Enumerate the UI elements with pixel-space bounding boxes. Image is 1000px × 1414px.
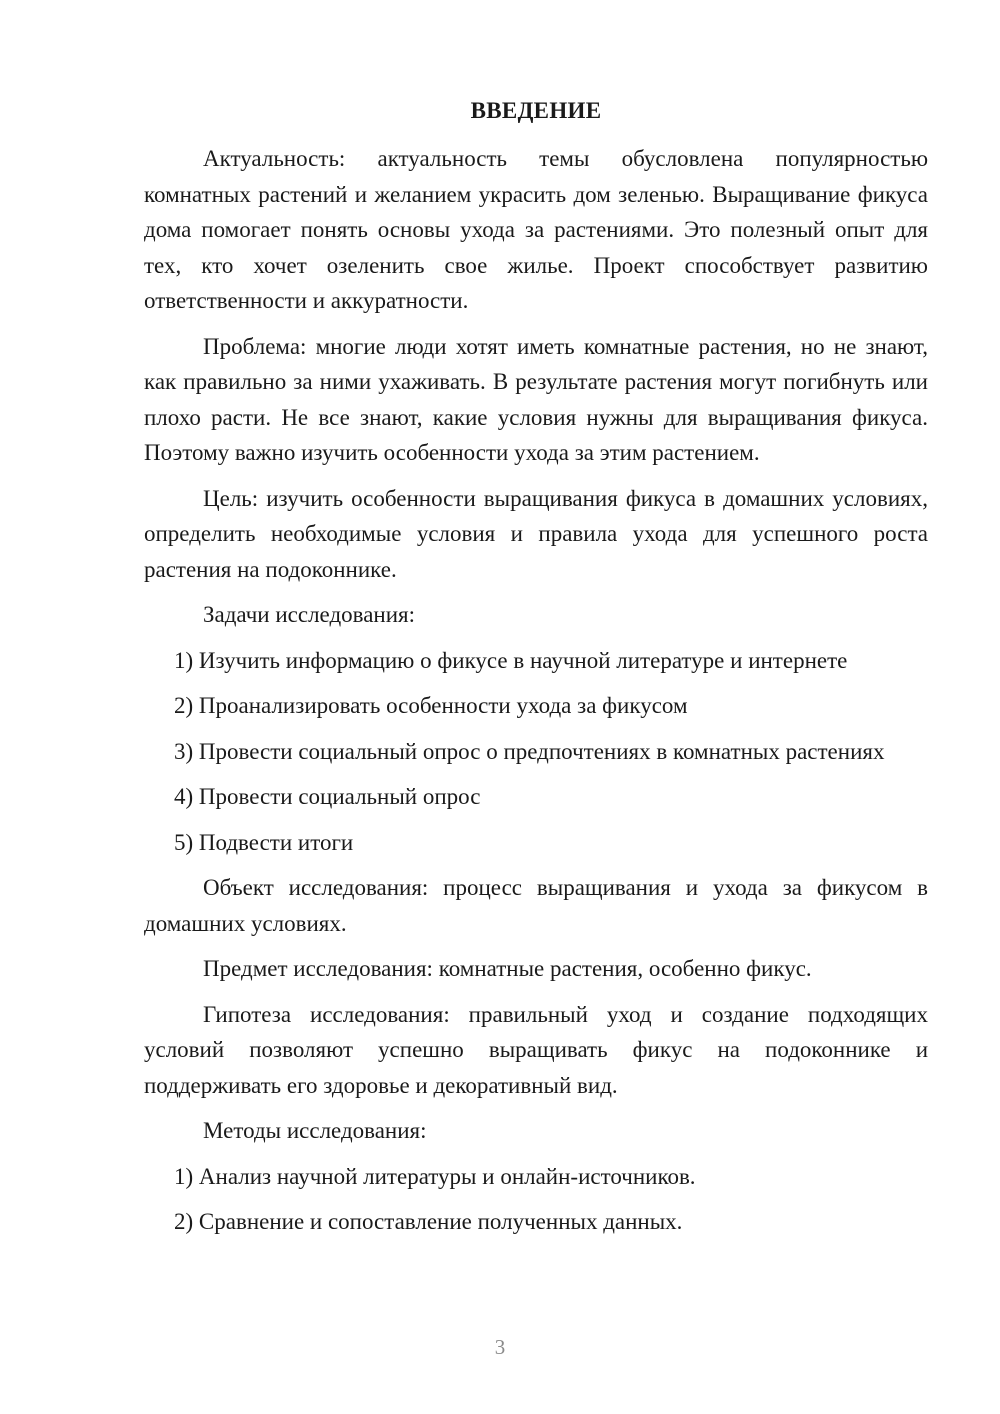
page-number: 3 (494, 1335, 506, 1359)
task-item-5: 5) Подвести итоги (174, 829, 354, 855)
paragraph-methods-heading: Методы исследования: (203, 1118, 427, 1143)
task-item-3: 3) Провести социальный опрос о предпочтениях в комнатных растениях (174, 738, 885, 764)
method-item-1: 1) Анализ научной литературы и онлайн-источников. (174, 1163, 696, 1189)
section-title: ВВЕДЕНИЕ (470, 98, 602, 123)
task-item-4: 4) Провести социальный опрос (174, 784, 481, 809)
task-item-2: 2) Проанализировать особенности ухода за фикусом (174, 693, 688, 718)
method-item-2: 2) Сравнение и сопоставление полученных данных. (174, 1209, 683, 1234)
document-body (144, 141, 928, 1250)
task-item-1: 1) Изучить информацию о фикусе в научной литературе и интернете (174, 647, 848, 673)
paragraph-tasks-heading: Задачи исследования: (203, 602, 416, 627)
paragraph-relevance: Актуальность: актуальность темы обусловлена популярностью комнатных растений и желанием украсить дом зеленью. Выращивание фикуса дома помогает понять основы ухода за растениями. Это полезный опыт для тех, кто хочет озеленить свое жилье. Проект способствует развитию ответственности и аккуратности. (144, 146, 928, 313)
paragraph-goal: Цель: изучить особенности выращивания фикуса в домашних условиях, определить необходимые условия и правила ухода для успешного роста растения на подоконнике. (144, 485, 928, 582)
paragraph-subject: Предмет исследования: комнатные растения, особенно фикус. (203, 956, 812, 981)
paragraph-hypothesis: Гипотеза исследования: правильный уход и создание подходящих условий позволяют успешно выращивать фикус на подоконнике и поддерживать его здоровье и декоративный вид. (144, 1001, 928, 1098)
paragraph-object: Объект исследования: процесс выращивания и ухода за фикусом в домашних условиях. (144, 875, 928, 936)
paragraph-problem: Проблема: многие люди хотят иметь комнатные растения, но не знают, как правильно за ними ухаживать. В результате растения могут погибнуть или плохо расти. Не все знают, какие условия нужны для выращивания фикуса. Поэтому важно изучить особенности ухода за этим растением. (144, 333, 928, 465)
